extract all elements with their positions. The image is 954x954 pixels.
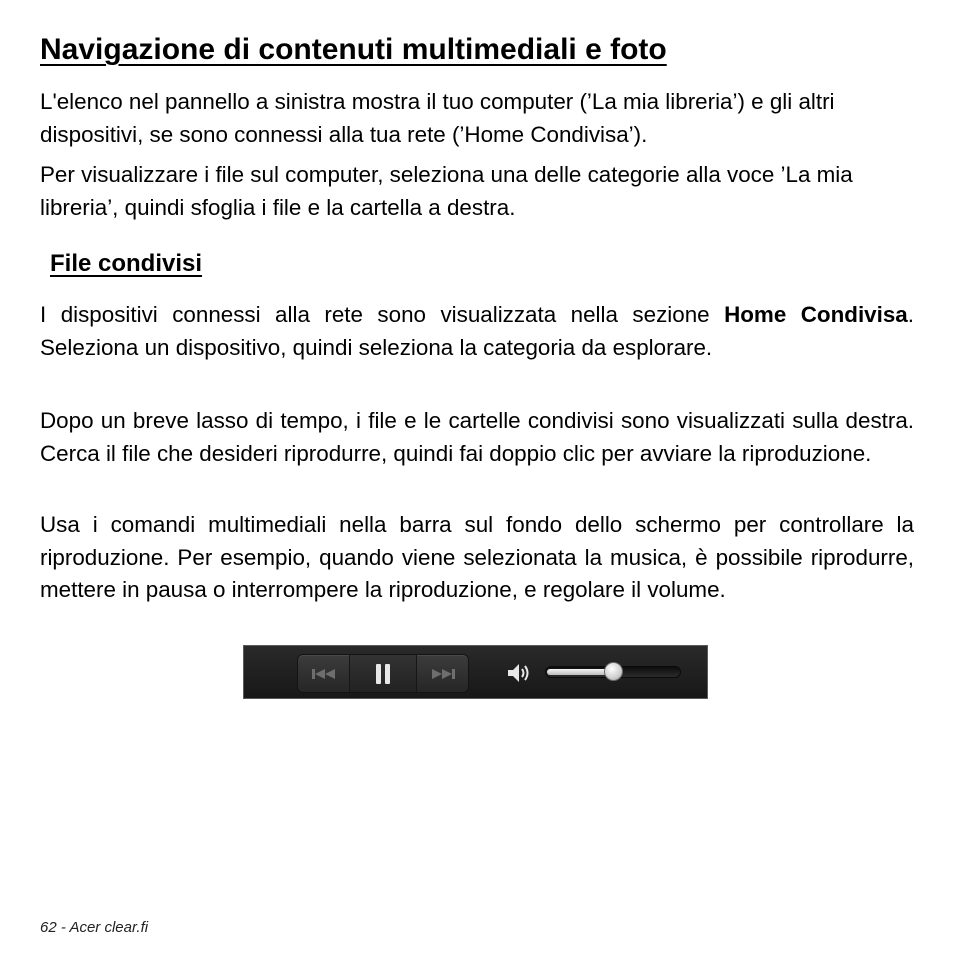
volume-slider[interactable]: [545, 666, 681, 678]
volume-icon[interactable]: [507, 662, 533, 684]
paragraph-text: . Seleziona un dispositivo, quindi seleziona la categoria da esplorare.: [40, 302, 914, 360]
section-title: File condivisi: [50, 250, 203, 277]
section-paragraph-3: Usa i comandi multimediali nella barra sul fondo dello schermo per controllare la riproduzione. Per esempio, quando viene selezionata la musica, è possibile riprodurre, mettere in pausa o interrompere la riproduzione, e regolare il volume.: [40, 512, 914, 602]
page-footer: 62 - Acer clear.fi: [40, 919, 149, 936]
paragraph-text: I dispositivi connessi alla rete sono visualizzata nella sezione: [40, 302, 725, 327]
intro-paragraph-2: Per visualizzare i file sul computer, seleziona una delle categorie alla voce ’La mia libreria’, quindi sfoglia i file e la cartella a destra.: [40, 162, 853, 220]
section-paragraph-2: Dopo un breve lasso di tempo, i file e le cartelle condivisi sono visualizzati sulla destra. Cerca il file che desideri riprodurre, quindi fai doppio clic per avviare la riproduzione.: [40, 408, 914, 466]
page-title: Navigazione di contenuti multimediali e foto: [40, 33, 667, 66]
home-condivisa-label: Home Condivisa: [724, 302, 908, 327]
playback-button-group: [297, 654, 469, 693]
media-control-bar: [243, 645, 708, 699]
previous-icon: [311, 668, 337, 680]
pause-button[interactable]: [350, 655, 417, 692]
pause-icon: [375, 663, 391, 685]
previous-button[interactable]: [298, 655, 350, 692]
section-paragraph-1: [40, 299, 914, 364]
next-icon: [430, 668, 456, 680]
intro-paragraph-1: L'elenco nel pannello a sinistra mostra il tuo computer (’La mia libreria’) e gli altri dispositivi, se sono connessi alla tua rete (’Home Condivisa’).: [40, 89, 835, 147]
volume-slider-handle[interactable]: [604, 662, 623, 681]
next-button[interactable]: [417, 655, 468, 692]
